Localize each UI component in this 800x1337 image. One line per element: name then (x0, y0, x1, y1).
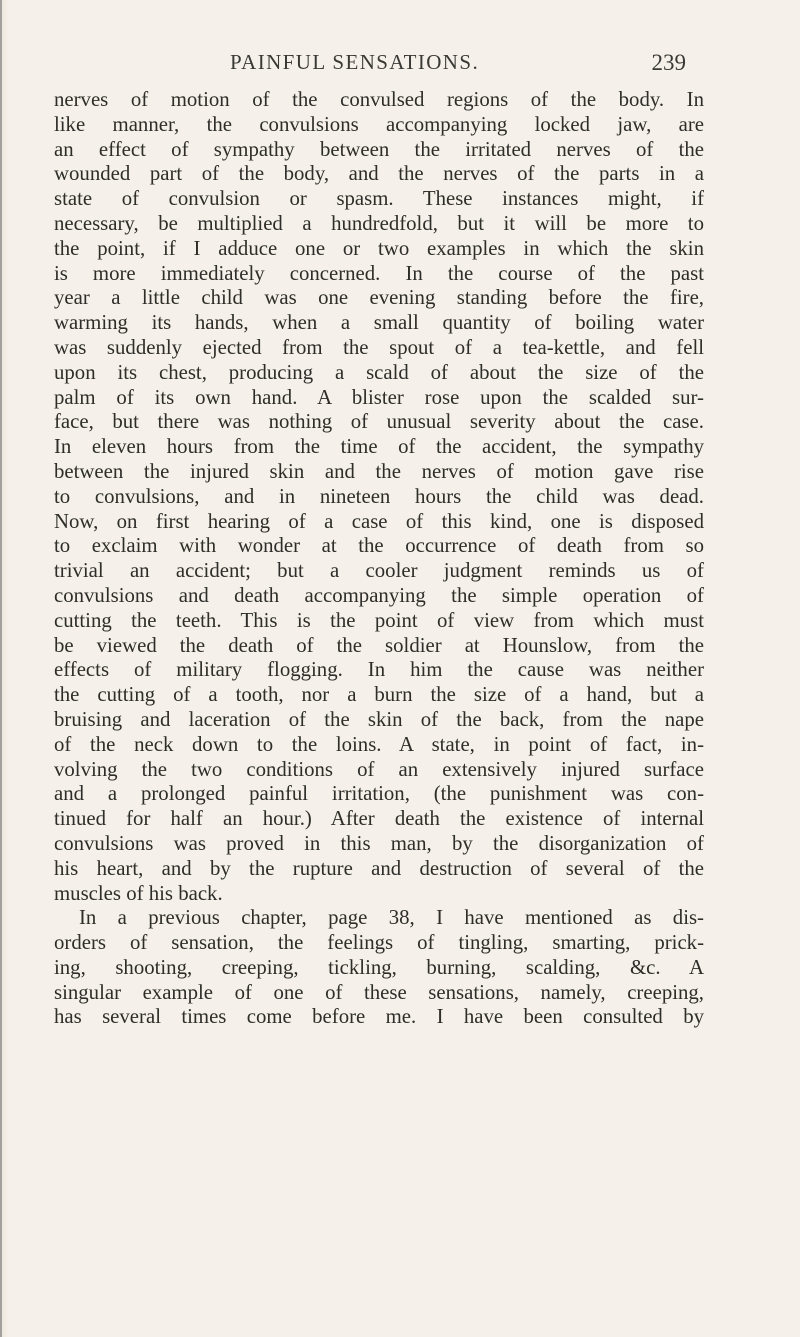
text-line: orders of sensation, the feelings of tingling, smarting, prick- (54, 931, 704, 955)
text-line: In eleven hours from the time of the accident, the sympathy (54, 435, 704, 459)
text-line: effects of military flogging. In him the cause was neither (54, 658, 704, 682)
text-line: an effect of sympathy between the irritated nerves of the (54, 137, 704, 161)
text-line: trivial an accident; but a cooler judgment reminds us of (54, 559, 704, 583)
text-line: year a little child was one evening standing before the fire, (54, 286, 704, 310)
running-title: PAINFUL SENSATIONS. (230, 50, 480, 74)
text-line: like manner, the convulsions accompanying locked jaw, are (54, 112, 704, 136)
text-line: warming its hands, when a small quantity of boiling water (54, 311, 704, 335)
text-line: convulsions was proved in this man, by the disorganization of (54, 831, 704, 855)
text-line: Now, on first hearing of a case of this kind, one is disposed (54, 509, 704, 533)
text-line: nerves of motion of the convulsed regions of the body. In (54, 88, 704, 111)
text-line: of the neck down to the loins. A state, in point of fact, in- (54, 732, 704, 756)
text-line: to convulsions, and in nineteen hours the child was dead. (54, 484, 704, 508)
text-line: bruising and laceration of the skin of the back, from the nape (54, 707, 704, 731)
text-line: cutting the teeth. This is the point of view from which must (54, 608, 704, 632)
text-line: the cutting of a tooth, nor a burn the size of a hand, but a (54, 683, 704, 707)
body-text (54, 88, 704, 1030)
text-line: is more immediately concerned. In the course of the past (54, 261, 704, 285)
text-line: state of convulsion or spasm. These instances might, if (54, 187, 704, 211)
text-line: necessary, be multiplied a hundredfold, but it will be more to (54, 211, 704, 235)
text-line: has several times come before me. I have been consulted by (54, 1005, 704, 1029)
page-number: 239 (651, 50, 686, 75)
text-line: muscles of his back. (54, 881, 223, 905)
text-line: face, but there was nothing of unusual severity about the case. (54, 410, 704, 434)
page-header (0, 50, 800, 82)
text-line: tinued for half an hour.) After death the existence of internal (54, 807, 704, 831)
text-line: volving the two conditions of an extensively injured surface (54, 757, 704, 781)
text-line: upon its chest, producing a scald of about the size of the (54, 360, 704, 384)
text-line: and a prolonged painful irritation, (the punishment was con- (54, 782, 704, 806)
text-line: convulsions and death accompanying the simple operation of (54, 583, 704, 607)
text-line: palm of its own hand. A blister rose upon the scalded sur- (54, 385, 704, 409)
text-line: was suddenly ejected from the spout of a tea-kettle, and fell (54, 335, 704, 359)
text-line: In a previous chapter, page 38, I have mentioned as dis- (78, 906, 704, 930)
text-line: between the injured skin and the nerves of motion gave rise (54, 459, 704, 483)
text-line: the point, if I adduce one or two examples in which the skin (54, 236, 704, 260)
page-binding-edge (0, 0, 2, 1337)
text-line: to exclaim with wonder at the occurrence of death from so (54, 534, 704, 558)
text-line: singular example of one of these sensations, namely, creeping, (54, 980, 704, 1004)
text-line: his heart, and by the rupture and destruction of several of the (54, 856, 704, 880)
text-line: be viewed the death of the soldier at Hounslow, from the (54, 633, 704, 657)
text-line: wounded part of the body, and the nerves of the parts in a (54, 162, 704, 186)
text-line: ing, shooting, creeping, tickling, burning, scalding, &c. A (54, 955, 704, 979)
